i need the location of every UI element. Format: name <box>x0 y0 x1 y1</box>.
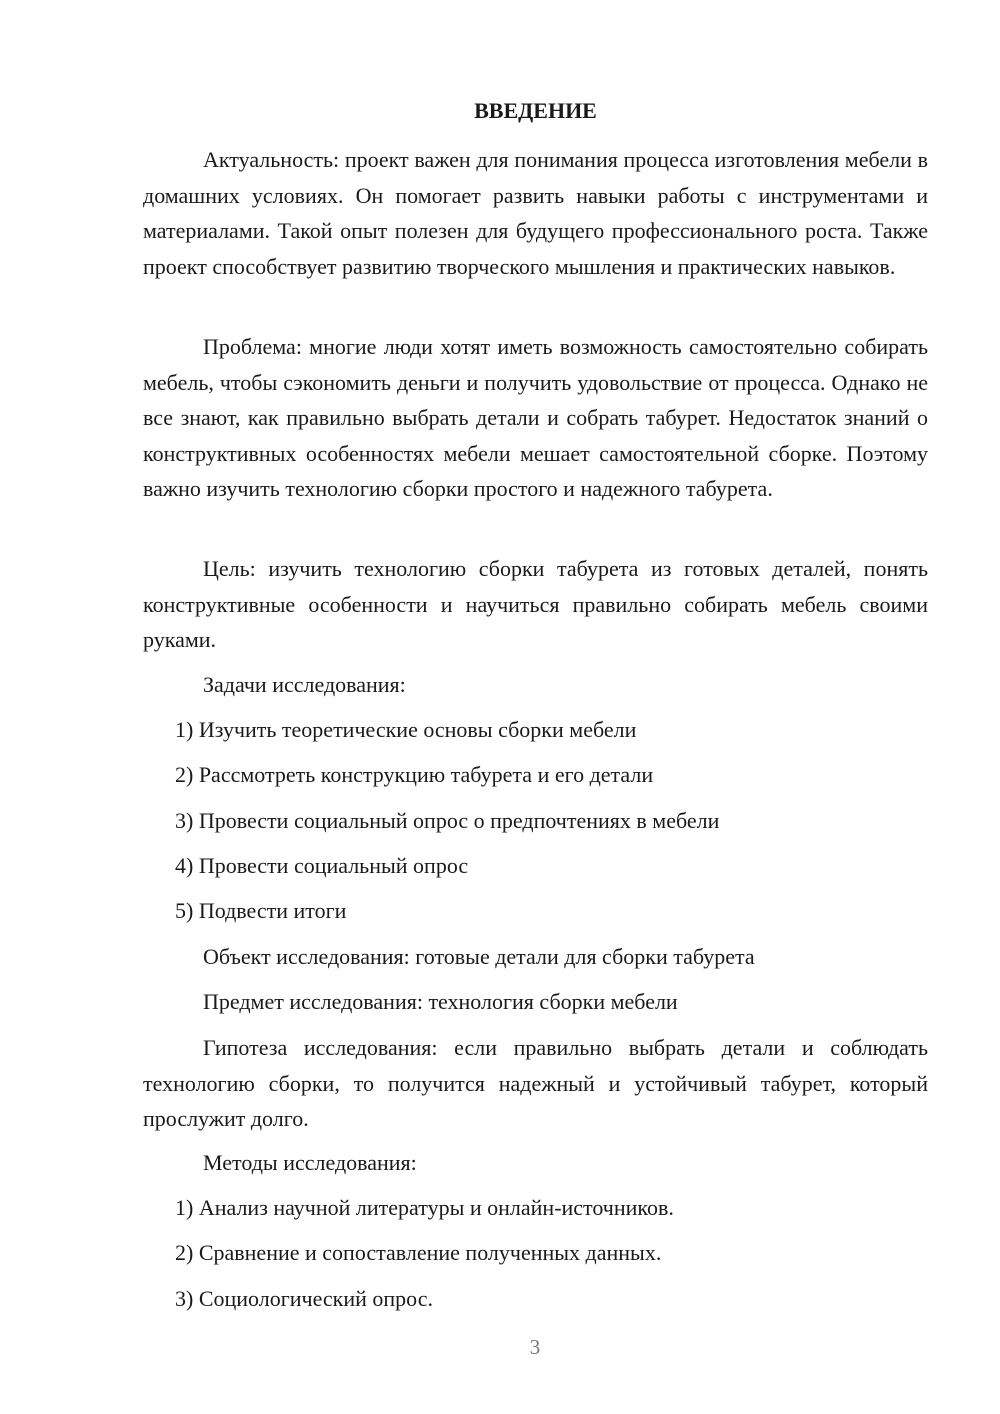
method-item: 1) Анализ научной литературы и онлайн-источников. <box>175 1195 674 1220</box>
method-item: 3) Социологический опрос. <box>175 1286 433 1311</box>
object-line: Объект исследования: готовые детали для сборки табурета <box>203 944 755 969</box>
task-item: 4) Провести социальный опрос <box>175 853 469 878</box>
page-title: ВВЕДЕНИЕ <box>474 98 597 123</box>
task-item: 5) Подвести итоги <box>175 898 347 923</box>
methods-heading: Методы исследования: <box>203 1150 417 1175</box>
hypothesis-paragraph: Гипотеза исследования: если правильно выбрать детали и соблюдать технологию сборки, то получится надежный и устойчивый табурет, который прослужит долго. <box>143 1035 928 1131</box>
goal-paragraph: Цель: изучить технологию сборки табурета из готовых деталей, понять конструктивные особенности и научиться правильно собирать мебель своими руками. <box>143 556 928 652</box>
page-number: 3 <box>529 1335 541 1359</box>
task-item: 2) Рассмотреть конструкцию табурета и его детали <box>175 762 654 787</box>
subject-line: Предмет исследования: технология сборки мебели <box>203 989 678 1014</box>
tasks-heading: Задачи исследования: <box>203 672 406 697</box>
method-item: 2) Сравнение и сопоставление полученных данных. <box>175 1240 662 1265</box>
task-item: 1) Изучить теоретические основы сборки мебели <box>175 717 637 742</box>
task-item: 3) Провести социальный опрос о предпочтениях в мебели <box>175 808 720 833</box>
problem-paragraph: Проблема: многие люди хотят иметь возможность самостоятельно собирать мебель, чтобы сэкономить деньги и получить удовольствие от процесса. Однако не все знают, как правильно выбрать детали и собрать табурет. Недостаток знаний о конструктивных особенностях мебели мешает самостоятельной сборке. Поэтому важно изучить технологию сборки простого и надежного табурета. <box>143 334 928 501</box>
relevance-paragraph: Актуальность: проект важен для понимания процесса изготовления мебели в домашних условиях. Он помогает развить навыки работы с инструментами и материалами. Такой опыт полезен для будущего профессионального роста. Также проект способствует развитию творческого мышления и практических навыков. <box>143 147 928 279</box>
